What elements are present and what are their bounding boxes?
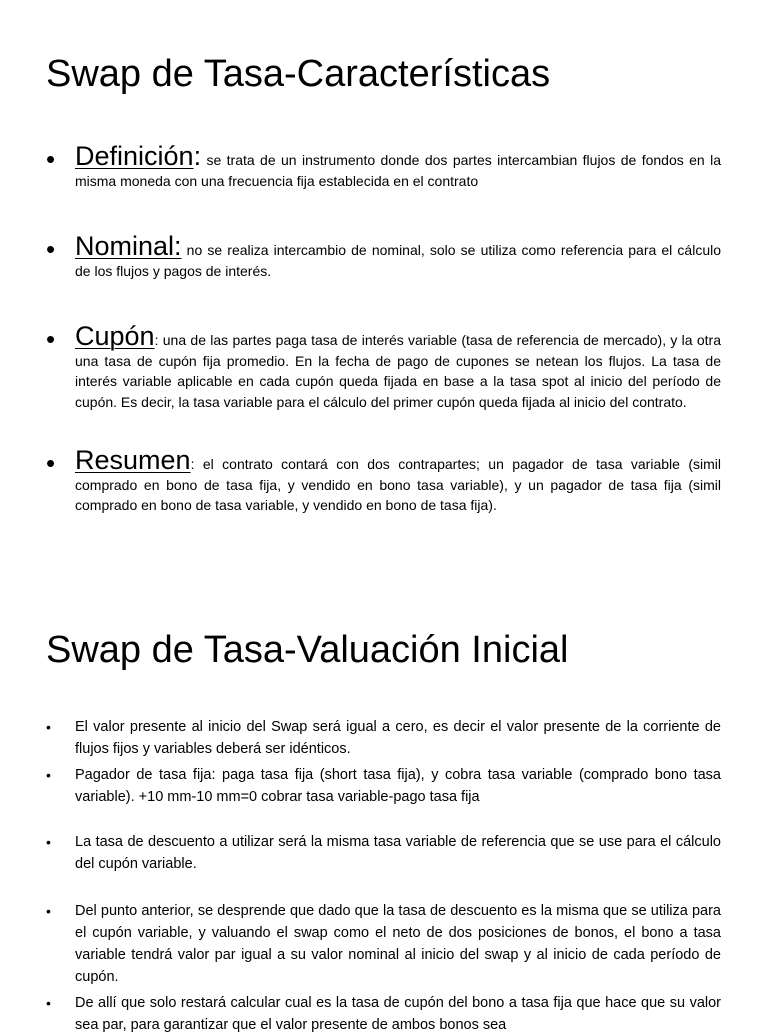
bullet-text: La tasa de descuento a utilizar será la misma tasa variable de referencia que se use para el cálculo del cupón variable. <box>75 834 721 872</box>
bullet-dot: • <box>46 144 56 174</box>
bullet-item <box>46 831 721 875</box>
bullet-dot: • <box>46 903 51 919</box>
bullet-item <box>46 716 721 760</box>
bullet-cupon <box>46 321 721 412</box>
bullet-text: De allí que solo restará calcular cual es la tasa de cupón del bono a tasa fija que hace que su valor sea par, para garantizar que el valor presente de ambos bonos sea <box>75 995 721 1033</box>
bullet-dot: • <box>46 767 51 783</box>
bullet-dot: • <box>46 324 56 354</box>
slide-title: Swap de Tasa-Valuación Inicial <box>46 629 569 671</box>
bullet-nominal <box>46 231 721 281</box>
bullet-text: se trata de un instrumento donde dos partes intercambian flujos de fondos en la misma moneda con una frecuencia fija establecida en el contrato <box>75 152 721 189</box>
bullet-text: El valor presente al inicio del Swap será igual a cero, es decir el valor presente de la corriente de flujos fijos y variables deberá ser idénticos. <box>75 719 721 757</box>
bullet-definicion <box>46 141 721 191</box>
bullet-dot: • <box>46 834 51 850</box>
bullet-text: : una de las partes paga tasa de interés variable (tasa de referencia de mercado), y la otra una tasa de cupón fija promedio. En la fecha de pago de cupones se netean los flujos. La tasa de interés variable aplicable en cada cupón queda fijada en base a la tasa spot al inicio del período de cupón. Es decir, la tasa variable para el cálculo del primer cupón queda fijada al inicio del contrato. <box>75 332 721 410</box>
bullet-term: Cupón <box>75 321 155 351</box>
bullet-text: Pagador de tasa fija: paga tasa fija (short tasa fija), y cobra tasa variable (comprado bono tasa variable). +10 mm-10 mm=0 cobrar tasa variable-pago tasa fija <box>75 767 721 805</box>
bullet-dot: • <box>46 995 51 1011</box>
bullet-term: Definición <box>75 141 194 171</box>
bullet-text: Del punto anterior, se desprende que dado que la tasa de descuento es la misma que se utiliza para el cupón variable, y valuando el swap como el neto de dos posiciones de bonos, el bono a tasa variable tendrá valor par igual a su valor nominal al inicio del swap y al inicio de cada período de cupón. <box>75 903 721 985</box>
bullet-term: Nominal: <box>75 231 182 261</box>
bullet-dot: • <box>46 234 56 264</box>
bullet-text: no se realiza intercambio de nominal, solo se utiliza como referencia para el cálculo de los flujos y pagos de interés. <box>75 242 721 279</box>
bullet-colon: : <box>193 141 202 171</box>
bullet-term: Resumen <box>75 445 191 475</box>
bullet-dot: • <box>46 448 56 478</box>
slide-title: Swap de Tasa-Características <box>46 53 551 95</box>
bullet-text: : el contrato contará con dos contrapartes; un pagador de tasa variable (simil comprado en bono de tasa fija, y vendido en bono tasa variable), y un pagador de tasa fija (simil comprado en bono de tasa variable, y vendido en bono de tasa fija). <box>75 456 721 513</box>
bullet-item <box>46 992 721 1036</box>
bullet-resumen <box>46 445 721 516</box>
bullet-item <box>46 764 721 808</box>
bullet-item <box>46 900 721 988</box>
bullet-dot: • <box>46 719 51 735</box>
